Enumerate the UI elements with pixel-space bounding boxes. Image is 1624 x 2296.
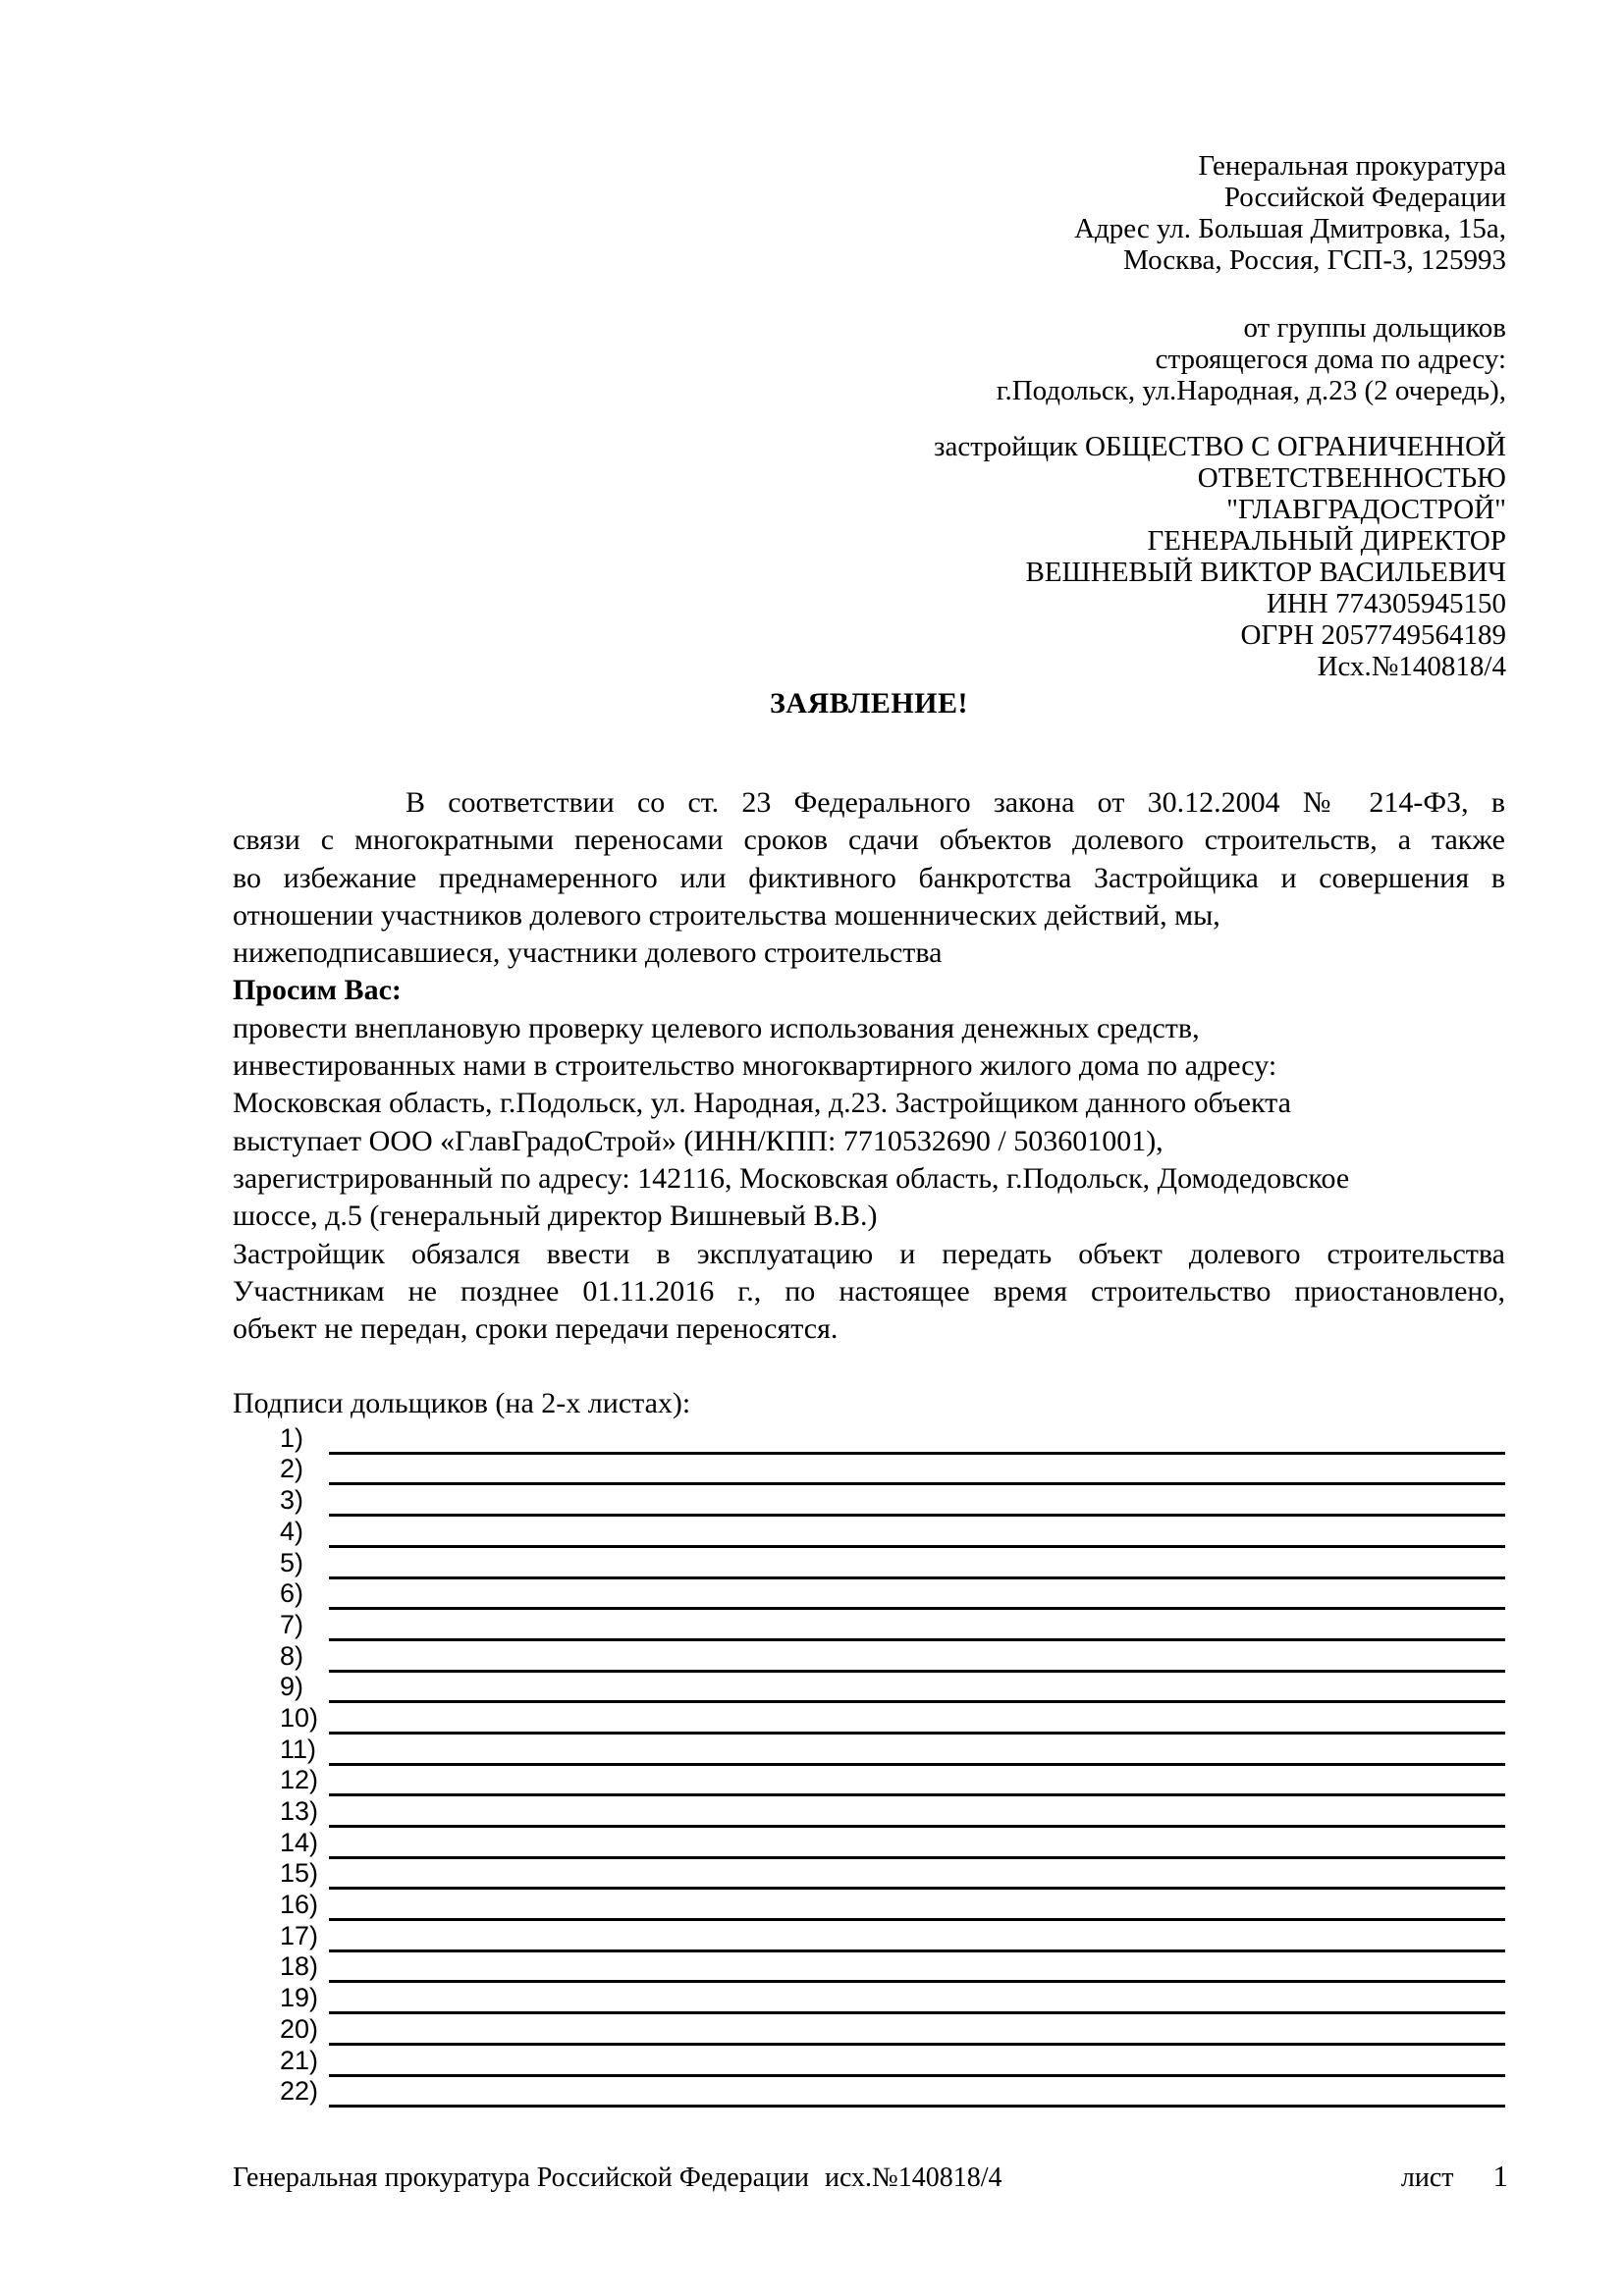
status-line: Участникам не позднее 01.11.2016 г., по настоящее время строительство приостановлено, — [233, 1274, 1505, 1308]
signature-number: 13) — [280, 1796, 319, 1826]
signature-number: 16) — [280, 1890, 319, 1920]
signature-row — [233, 2076, 1505, 2108]
intro-line: В соответствии со ст. 23 Федерального закона от 30.12.2004 № 214-ФЗ, в — [406, 786, 1505, 819]
signature-number: 20) — [280, 2013, 319, 2044]
recipient-block — [934, 150, 1506, 276]
signature-line — [329, 1578, 1505, 1610]
signature-number: 9) — [280, 1672, 304, 1702]
request-line: инвестированных нами в строительство многоквартирного жилого дома по адресу: — [233, 1049, 1277, 1083]
signature-number: 10) — [280, 1702, 319, 1733]
signature-line — [329, 1796, 1505, 1828]
signature-number: 6) — [280, 1578, 304, 1609]
sender-block — [934, 312, 1506, 406]
signature-row — [233, 2046, 1505, 2077]
signature-number: 8) — [280, 1640, 304, 1671]
signature-line — [329, 1517, 1505, 1548]
signature-number: 12) — [280, 1765, 319, 1795]
signature-row — [233, 1858, 1505, 1890]
signature-row — [233, 1828, 1505, 1859]
status-line: объект не передан, сроки передачи переносятся. — [233, 1312, 839, 1346]
signature-line — [329, 1735, 1505, 1766]
signature-row — [233, 1548, 1505, 1579]
developer-block — [934, 431, 1506, 682]
signature-line — [329, 2014, 1505, 2046]
status-line: Застройщик обязался ввести в эксплуатацию и передать объект долевого строительства — [233, 1237, 1505, 1270]
footer-doc-ref: исх.№140818/4 — [825, 2163, 1002, 2193]
signature-row — [233, 1672, 1505, 1703]
sender-line: строящегося дома по адресу: — [1155, 344, 1506, 375]
recipient-line: Москва, Россия, ГСП-3, 125993 — [1123, 244, 1506, 276]
developer-line: Исх.№140818/4 — [1317, 651, 1506, 682]
sender-line: г.Подольск, ул.Народная, д.23 (2 очередь), — [996, 375, 1506, 406]
signature-line — [329, 1858, 1505, 1890]
signature-row — [233, 1765, 1505, 1796]
signature-row — [233, 1517, 1505, 1548]
developer-line: "ГЛАВГРАДОСТРОЙ" — [1226, 494, 1506, 525]
intro-paragraph — [233, 784, 1505, 972]
intro-line: нижеподписавшиеся, участники долевого строительства — [233, 936, 943, 970]
signature-line — [329, 1454, 1505, 1485]
developer-line: ВЕШНЕВЫЙ ВИКТОР ВАСИЛЬЕВИЧ — [1025, 557, 1506, 588]
request-line: Московская область, г.Подольск, ул. Народная, д.23. Застройщиком данного объекта — [233, 1087, 1291, 1120]
signature-row — [233, 1578, 1505, 1610]
signature-line — [329, 1672, 1505, 1703]
document-body — [233, 784, 1505, 2108]
signature-line — [329, 1983, 1505, 2014]
signature-line — [329, 1610, 1505, 1641]
request-heading: Просим Вас: — [233, 974, 402, 1007]
signature-number: 17) — [280, 1920, 319, 1950]
signature-number: 18) — [280, 1951, 319, 1982]
signature-line — [329, 1485, 1505, 1517]
signatures-heading: Подписи дольщиков (на 2-х листах): — [233, 1387, 691, 1420]
signature-line — [329, 1890, 1505, 1921]
signature-number: 2) — [280, 1454, 304, 1484]
developer-line: ОТВЕТСТВЕННОСТЬЮ — [1197, 462, 1506, 494]
signature-number: 5) — [280, 1547, 304, 1577]
signature-number: 11) — [280, 1734, 317, 1764]
signature-line — [329, 1951, 1505, 1983]
signature-number: 7) — [280, 1609, 304, 1639]
signature-row — [233, 1951, 1505, 1983]
developer-line: ГЕНЕРАЛЬНЫЙ ДИРЕКТОР — [1147, 525, 1506, 557]
document-footer — [233, 2160, 1508, 2195]
signature-line — [329, 1548, 1505, 1579]
signature-line — [329, 1423, 1505, 1455]
signature-row — [233, 1921, 1505, 1952]
request-line: провести внеплановую проверку целевого использования денежных средств, — [233, 1011, 1200, 1044]
request-line: выступает ООО «ГлавГрадоСтрой» (ИНН/КПП: 7710532690 / 503601001), — [233, 1124, 1164, 1157]
signature-line — [329, 1641, 1505, 1673]
request-line: шоссе, д.5 (генеральный директор Вишневый В.В.) — [233, 1200, 878, 1233]
request-paragraph — [233, 1010, 1505, 1236]
signature-number: 21) — [280, 2045, 319, 2075]
signature-number: 3) — [280, 1485, 304, 1516]
intro-line: связи с многократными переносами сроков сдачи объектов долевого строительств, а также — [233, 824, 1505, 857]
signature-row — [233, 1454, 1505, 1485]
developer-line: ОГРН 2057749564189 — [1240, 619, 1506, 651]
signature-row — [233, 1890, 1505, 1921]
page-number: 1 — [1492, 2159, 1508, 2193]
signature-row — [233, 2014, 1505, 2046]
signature-number: 19) — [280, 1983, 319, 2013]
signature-row — [233, 1735, 1505, 1766]
sender-line: от группы дольщиков — [1243, 312, 1506, 344]
signature-list — [233, 1423, 1505, 2108]
sheet-label: лист — [1400, 2163, 1454, 2193]
signature-line — [329, 2046, 1505, 2077]
footer-organization: Генеральная прокуратура Российской Федерации — [233, 2163, 810, 2193]
developer-line: застройщик ОБЩЕСТВО С ОГРАНИЧЕННОЙ — [934, 431, 1506, 462]
document-title: ЗАЯВЛЕНИЕ! — [769, 687, 969, 720]
signature-line — [329, 1921, 1505, 1952]
signature-row — [233, 1423, 1505, 1455]
signature-row — [233, 1703, 1505, 1735]
signature-line — [329, 1828, 1505, 1859]
recipient-line: Генеральная прокуратура — [1198, 150, 1506, 182]
developer-line: ИНН 774305945150 — [1266, 588, 1506, 619]
intro-line: во избежание преднамеренного или фиктивного банкротства Застройщика и совершения в — [233, 861, 1505, 894]
signature-row — [233, 1641, 1505, 1673]
signature-number: 14) — [280, 1827, 319, 1857]
intro-line: отношении участников долевого строительства мошеннических действий, мы, — [233, 898, 1220, 932]
document-header — [934, 150, 1506, 682]
signature-row — [233, 1796, 1505, 1828]
signature-row — [233, 1610, 1505, 1641]
signature-row — [233, 1983, 1505, 2014]
signature-line — [329, 1765, 1505, 1796]
signature-line — [329, 1703, 1505, 1735]
signature-number: 22) — [280, 2076, 319, 2107]
recipient-line: Адрес ул. Большая Дмитровка, 15а, — [1074, 213, 1506, 244]
status-paragraph — [233, 1236, 1505, 1349]
signature-line — [329, 2076, 1505, 2108]
request-line: зарегистрированный по адресу: 142116, Московская область, г.Подольск, Домодедовское — [233, 1161, 1350, 1195]
signature-number: 15) — [280, 1858, 319, 1889]
signature-number: 4) — [280, 1516, 304, 1546]
signature-number: 1) — [280, 1422, 304, 1453]
signature-row — [233, 1485, 1505, 1517]
recipient-line: Российской Федерации — [1223, 182, 1506, 213]
